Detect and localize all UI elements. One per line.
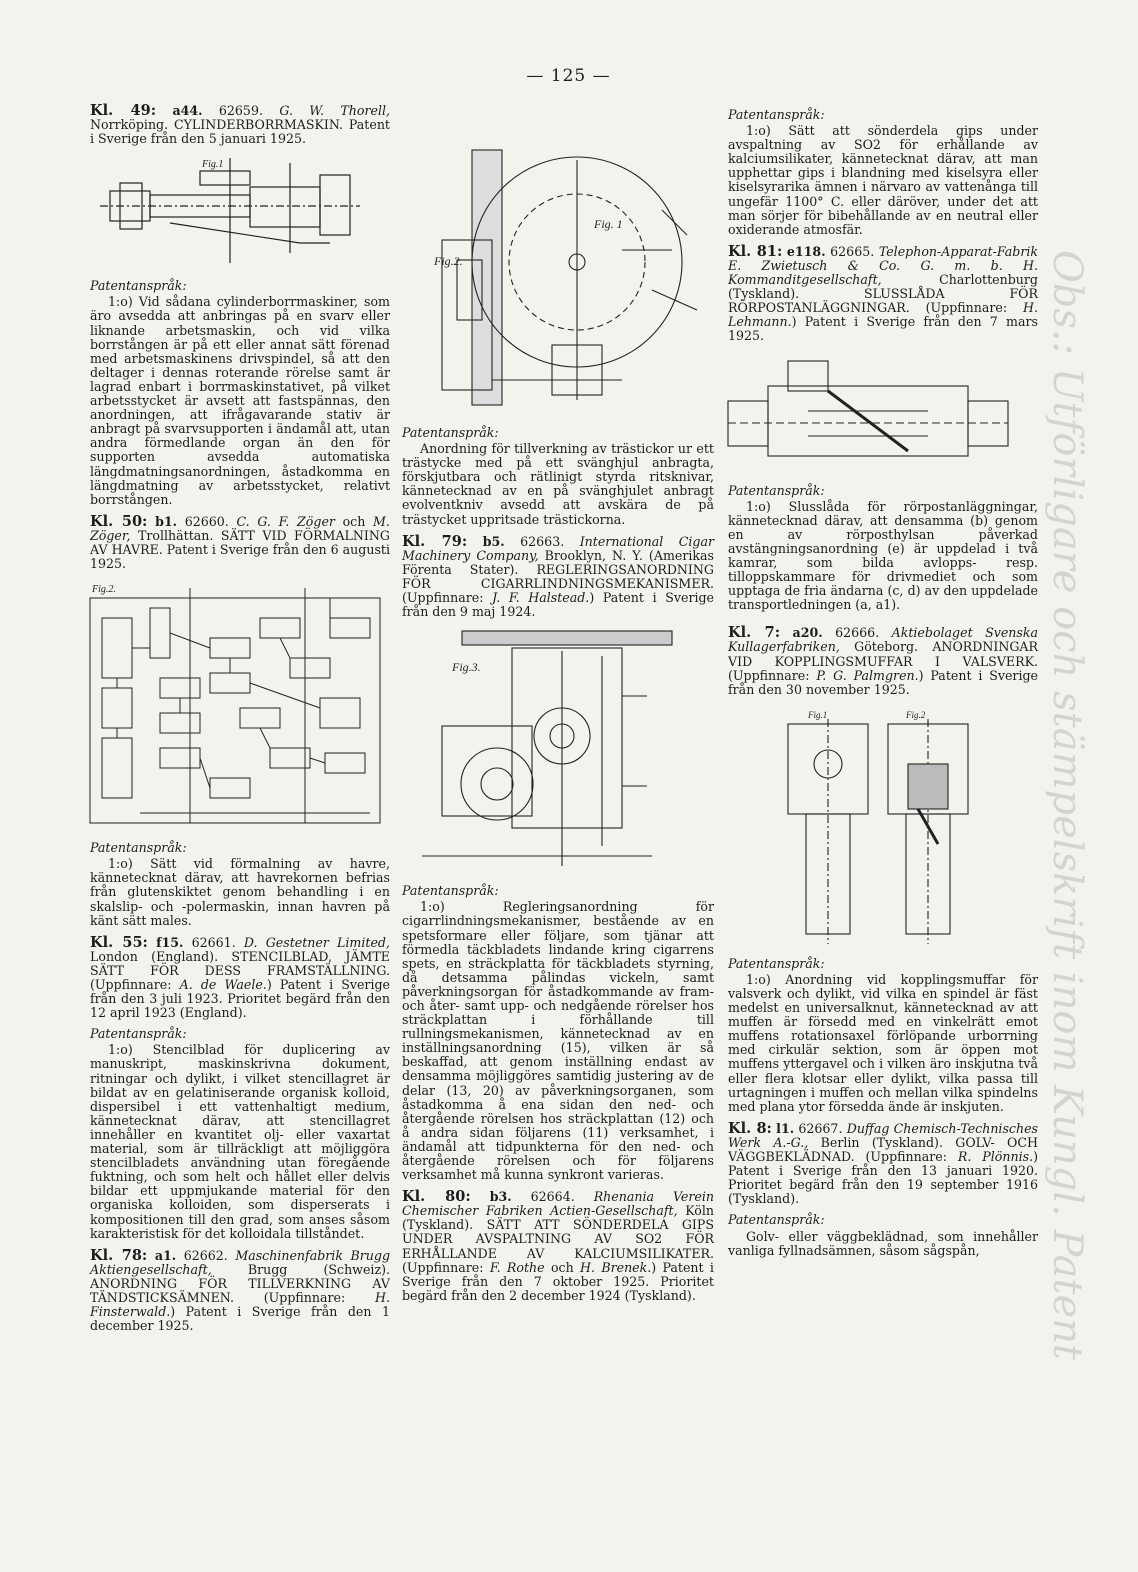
figure-match-machine bbox=[402, 150, 714, 418]
class-label: Kl. 79: bbox=[402, 532, 468, 550]
claim-text: Anordning för tillverkning av trästickor ur ett trästycke med på ett svänghjul anbragta, förskjutbara och rätlinigt styrda ritsknivar, kännetecknad av en på svänghjulet anbragt evolventkniv avsedd att avskära de på trästycket uppritsade trästickorna. bbox=[402, 441, 714, 527]
figure-label-2: Fig.2. bbox=[434, 254, 463, 268]
patent-title: Göteborg. ANORDNINGAR VID KOPPLINGSMUFFAR I VALSVERK. (Uppfinnare: bbox=[728, 639, 1038, 683]
figure-coupling-sleeve bbox=[728, 704, 1038, 949]
connector: och bbox=[550, 1259, 574, 1275]
patent-title: London (England). STENCILBLAD, JÄMTE SÄTT FÖR DESS FRAMSTÄLLNING. (Uppfinnare: bbox=[90, 948, 390, 992]
patent-entry-62659 bbox=[90, 104, 390, 146]
patent-dates: ) Patent i Sverige från den 30 november 1925. bbox=[728, 667, 1038, 697]
subclass: a20. bbox=[792, 625, 823, 641]
figure-label: Fig.3. bbox=[452, 660, 481, 675]
patent-number: 62663. bbox=[520, 533, 565, 549]
subclass: b3. bbox=[489, 1189, 512, 1205]
applicant: G. W. Thorell, bbox=[279, 103, 391, 118]
patent-number: 62660. bbox=[184, 513, 229, 529]
applicant: International Cigar Machinery Company, bbox=[402, 533, 714, 563]
claims-heading: Patentanspråk: bbox=[90, 840, 187, 856]
figure-sluice-box bbox=[728, 351, 1038, 476]
patent-dates: ) Patent i Sverige från den 9 maj 1924. bbox=[402, 590, 715, 620]
patent-title: Norrköping. CYLINDERBORRMASKIN. Patent i Sverige från den 5 januari 1925. bbox=[90, 117, 390, 147]
inventor: H. Lehmann. bbox=[728, 300, 1038, 330]
patent-entry-62666 bbox=[728, 626, 1038, 696]
class-label: Kl. 49: bbox=[90, 102, 157, 119]
class-label: Kl. 7: bbox=[728, 624, 781, 642]
class-label: Kl. 81: bbox=[728, 242, 783, 260]
claim-text: 1:o) Sätt vid förmalning av havre, kännetecknat därav, att havrekornen befrias från glutenskiktet genom behandling i en skalslip- och -polermaskin, innan havren på känt sätt males. bbox=[90, 856, 390, 928]
claim-text: 1:o) Sätt att sönderdela gips under avspaltning av SO2 för erhållande av kalciumsilikater, kännetecknat därav, att man upphettar gips i blandning med kiselsyra eller kiselsyrarika ämnen i närvaro av vattenånga till ungefär 1100° C. eller däröver, under det att man sörjer för bibehållande av en neutral eller oxiderande atmosfär. bbox=[728, 123, 1038, 237]
patent-title: Trollhättan. SÄTT VID FÖRMALNING AV HAVRE. Patent i Sverige från den 6 augusti 1925. bbox=[90, 527, 390, 572]
patent-dates: ) Patent i Sverige från den 7 oktober 1925. Prioritet begärd från den 2 december 1924 (Tyskland). bbox=[402, 1259, 714, 1303]
patent-number: 62661. bbox=[191, 934, 236, 950]
class-label: Kl. 55: bbox=[90, 933, 148, 951]
column-middle bbox=[402, 146, 714, 1310]
patent-number: 62659. bbox=[218, 103, 263, 118]
applicant: Aktiebolaget Svenska Kullagerfabriken, bbox=[728, 625, 1038, 655]
class-label: Kl. 80: bbox=[402, 1188, 471, 1206]
claim-text: Golv- eller väggbeklädnad, som innehåller vanliga fyllnadsämnen, såsom sågspån, bbox=[728, 1228, 1038, 1258]
inventor: H. Finsterwald. bbox=[90, 1289, 390, 1320]
patent-title: Charlottenburg (Tyskland). SLUSSLÅDA FÖR RÖRPOSTANLÄGGNINGAR. (Uppfinnare: bbox=[728, 272, 1038, 316]
inventor: F. Rothe bbox=[489, 1259, 545, 1275]
patent-number: 62662. bbox=[183, 1247, 228, 1263]
class-label: Kl. 50: bbox=[90, 512, 148, 530]
patent-dates: ) Patent i Sverige från den 1 december 1925. bbox=[90, 1304, 390, 1334]
patent-entry-62664 bbox=[402, 1190, 714, 1303]
patent-entry-62661 bbox=[90, 933, 390, 1021]
class-label: Kl. 8: bbox=[728, 1119, 772, 1137]
patent-number: 62667. bbox=[798, 1120, 843, 1136]
patent-number: 62666. bbox=[835, 625, 880, 641]
patent-title: Brugg (Schweiz). ANORDNING FÖR TILLVERKNING AV TÄNDSTICKSÄMNEN. (Uppfinnare: bbox=[90, 1261, 390, 1305]
figure-drilling-machine bbox=[90, 153, 390, 271]
connector: och bbox=[342, 513, 366, 529]
subclass: a44. bbox=[172, 103, 203, 118]
claims-heading: Patentanspråk: bbox=[402, 883, 499, 899]
claim-text: 1:o) Anordning vid kopplingsmuffar för valsverk och dylikt, vid vilka en spindel är fäst medelst en universalknut, kännetecknad av att muffen är försedd med en vinkelrätt emot muffens rotationsaxel förlöpande urborrning med cirkulär sektion, som är öppen mot muffens yttergavel och i vilken äro inskjutna två eller flera klotsar eller dylikt, vilka passa till urtagningen i muffen och mellan vilka spindelns med plana ytor försedda ände är inskjuten. bbox=[728, 971, 1038, 1114]
patent-entry-62665 bbox=[728, 242, 1038, 344]
subclass: a1. bbox=[154, 1247, 177, 1263]
patent-entry-62663 bbox=[402, 532, 715, 620]
inventor: A. de Waele. bbox=[179, 977, 267, 992]
patent-entry-62667 bbox=[728, 1119, 1038, 1207]
applicant: Duffag Chemisch-Technisches Werk A.-G., bbox=[728, 1120, 1038, 1150]
claims-heading: Patentanspråk: bbox=[728, 1212, 825, 1228]
patent-title: Köln (Tyskland). SÄTT ATT SÖNDERDELA GIPS UNDER AVSPALTNING AV SO2 FÖR ERHÅLLANDE AV KALCIUMSILIKATER. (Uppfinnare: bbox=[402, 1203, 714, 1275]
inventor: P. G. Palmgren. bbox=[816, 667, 919, 683]
figure-mill-flowchart bbox=[90, 578, 390, 833]
applicant: Rhenania Verein Chemischer Fabriken Actien-Gesellschaft, bbox=[402, 1189, 714, 1219]
claim-text: 1:o) Regleringsanordning för cigarrlindningsmekanismer, bestående av en spetsformare eller följare, som tjänar att förmedla täckbladets lindande kring cigarrens spets, en sträckplatta för täckbladets styrning, då detsamma pålindas vickeln, samt påverkningsorgan för åstadkommande av fram- och åter- samt upp- och nedgående rörelser hos sträckplattan i förhållande till rullningsmekanismen, kännetecknad av en inställningsanordning (15), vilken är så beskaffad, att genom inställning endast av densamma möjliggöres samtidig justering av de delar (13, 20) av påverkningsorganen, som åstadkomma å ena sidan den ned- och återgående rörelsen hos sträckplattan (12) och å andra sidan följarens (11) verksamhet, i ändamål att tidpunkterna för den ned- och återgående rörelsen och för följarens verksamhet må kunna synkront varieras. bbox=[402, 899, 714, 1183]
figure-label: Fig.1 bbox=[808, 709, 828, 720]
page-number: — 125 — bbox=[526, 66, 611, 86]
patent-dates: ) Patent i Sverige från den 3 juli 1923. Prioritet begärd från den 12 april 1923 (England). bbox=[90, 977, 390, 1021]
patent-title: Brooklyn, N. Y. (Amerikas Förenta Stater). REGLERINGSANORDNING FÖR CIGARRLINDNINGSMEKANISMER. (Uppfinnare: bbox=[402, 547, 714, 606]
claims-heading: Patentanspråk: bbox=[728, 107, 825, 122]
stamp-text: Obs.: Utförligare och stämpelskrift inom Kungl. Patent bbox=[1044, 250, 1090, 1361]
inventor: R. Plönnis. bbox=[957, 1149, 1034, 1165]
claim-text: 1:o) Slusslåda för rörpostanläggningar, kännetecknad därav, att densamma (b) genom en av rörposthylsan påverkad avstängningsanordning (e) är uppdelad i två kamrar, som bilda avlopps- resp. tilloppskammare för drivmediet och som upptaga de fria ändarna (c, d) av den uppdelade transportledningen (a, a1). bbox=[728, 498, 1038, 613]
patent-dates: ) Patent i Sverige från den 7 mars 1925. bbox=[728, 314, 1038, 344]
claim-text: 1:o) Stencilblad för duplicering av manuskript, maskinskrivna dokument, ritningar och dylikt, i vilket stencillagret är bildat av en gelatiniserande organisk kolloid, dispersibel i ett vattenhaltigt medium, kännetecknat därav, att stencillagret innehåller en kvantitet olj- eller vaxartat material, som är tillräckligt att möjliggöra stencilbladets användning utan föregående fuktning, och som helt och hållet eller delvis bildar ett uppmjukande material för den organiska kolloiden, som disperserats i kompositionen till den grad, som anses såsom karakteristisk för det kolloidala tillståndet. bbox=[90, 1042, 390, 1241]
patent-title: Berlin (Tyskland). GOLV- OCH VÄGGBEKLÄDNAD. (Uppfinnare: bbox=[728, 1134, 1038, 1165]
applicant-2: M. Zöger, bbox=[90, 513, 390, 543]
claims-heading: Patentanspråk: bbox=[90, 1026, 187, 1042]
faded-stamp bbox=[1044, 250, 1138, 1430]
patent-number: 62665. bbox=[830, 243, 875, 259]
claims-heading: Patentanspråk: bbox=[90, 278, 187, 294]
patent-entry-62662 bbox=[90, 1246, 390, 1334]
subclass: l1. bbox=[776, 1120, 795, 1136]
figure-cigar-mechanism bbox=[402, 626, 714, 876]
applicant: D. Gestetner Limited, bbox=[243, 934, 390, 950]
claims-heading: Patentanspråk: bbox=[402, 425, 499, 440]
figure-label: Fig. 1 bbox=[594, 217, 623, 231]
claims-heading: Patentanspråk: bbox=[728, 955, 825, 971]
subclass: b1. bbox=[155, 513, 178, 529]
applicant: Maschinenfabrik Brugg Aktiengesellschaft, bbox=[90, 1247, 390, 1277]
patent-dates: ) Patent i Sverige från den 13 januari 1920. Prioritet begärd från den 19 september 1916 (Tyskland). bbox=[728, 1149, 1038, 1207]
inventor-2: H. Brenek. bbox=[580, 1259, 652, 1275]
class-label: Kl. 78: bbox=[90, 1246, 148, 1264]
figure-label: Fig.2. bbox=[92, 584, 116, 596]
patent-number: 62664. bbox=[530, 1189, 575, 1205]
subclass: b5. bbox=[482, 533, 505, 549]
column-left bbox=[90, 104, 390, 1340]
inventor: J. F. Halstead. bbox=[492, 590, 590, 606]
figure-label: Fig.1 bbox=[202, 159, 224, 171]
applicant: C. G. F. Zöger bbox=[236, 513, 335, 529]
patent-entry-62660 bbox=[90, 512, 390, 572]
column-right bbox=[728, 104, 1038, 1266]
subclass: e118. bbox=[786, 243, 826, 259]
figure-label-2: Fig.2 bbox=[906, 709, 926, 720]
subclass: f15. bbox=[156, 934, 184, 950]
applicant: Telephon-Apparat-Fabrik E. Zwietusch & Co. G. m. b. H. Kommanditgesellschaft, bbox=[728, 243, 1038, 288]
claim-text: 1:o) Vid sådana cylinderborrmaskiner, som äro avsedda att anbringas på en svarv eller liknande arbetsmaskin, och vid vilka borrstången är på ett eller annat sätt förenad med arbetsmaskinens drivspindel, så att den deltager i dennas roterande rörelse samt är lagrad enbart i borrmaskinstativet, på vilket arbetsstycket är avsett att fastspännas, den anordningen, att ifrågavarande stativ är anbragt på svarvsupporten i ändamål att, utan andra förmedlande organ än den för supporten avsedda automatiska längdmatningsanordningen, åstadkomma en längdmatning av arbetsstycket, relativt borrstången. bbox=[90, 294, 390, 507]
claims-heading: Patentanspråk: bbox=[728, 482, 825, 498]
